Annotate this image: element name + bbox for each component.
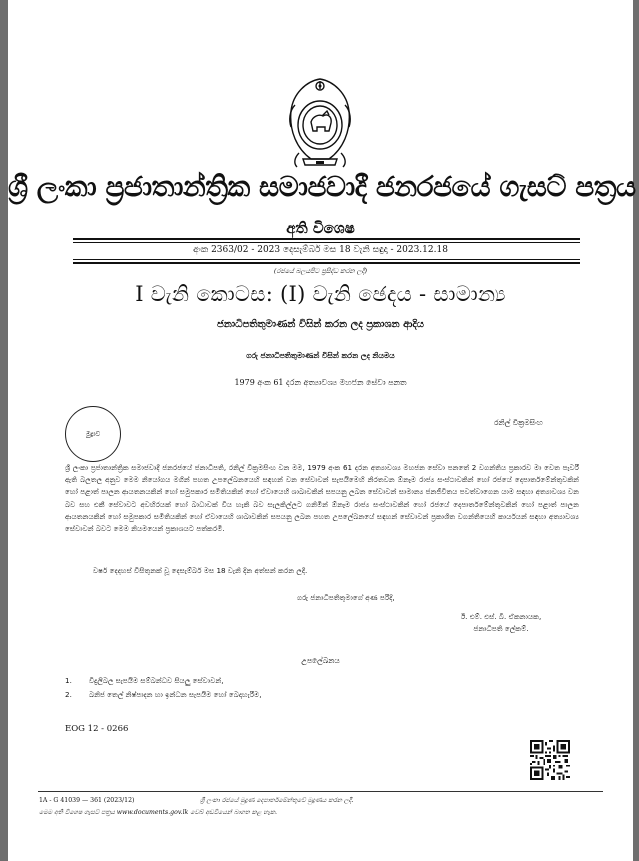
part-heading: I වැනි කොටස: (I) වැනි ඡෙදය - සාමාන්‍ය	[135, 282, 506, 306]
schedule-heading: උපලේඛනය	[301, 656, 340, 665]
order-paragraph: ශ්‍රී ලංකා ප්‍රජාතාන්ත්‍රික සමාජවාදී ජනරජයේ ජනාධිපති, රනිල් වික්‍රමසිංහ වන මම, 1979 අංක 61 දරන අත්‍යාවශ්‍ය මහජන සේවා පනතේ 2 වගන්තිය ප්‍රකාරව මා වෙත පැවරී ඇති බලතල අනුව මෙම නියෝගය මගින් පහත උපලේඛනයෙහි සඳහන් වන සේවාවන් සැපයීමෙහි නිරතවන ඕනෑම රාජ්‍ය සංස්ථාවකින් හෝ රජයේ දෙපාර්තමේන්තුවකින් හෝ පළාත් පාලන ආයතනයකින් හෝ සමුපකාර සමිතියකින් හෝ ඒවායෙහි ශාඛාවකින් සපයනු ලබන සේවාවන් සාමාන්‍ය ජනජීවිතය පවත්වාගෙන යාම සඳහා අත්‍යාවශ්‍ය වන බව සහ එකී සේවාවට අවහිරයක් හෝ බාධාවක් විය හැකි බව සැලකිල්ලට ගනිමින් ඕනෑම රාජ්‍ය සංස්ථාවකින් හෝ රජයේ දෙපාර්තමේන්තුවකින් හෝ පළාත් පාලන ආයතනයකින් හෝ සමුපකාර සමිතියකින් හෝ ඒවායෙහි ශාඛාවකින් සපයනු ලබන පහත උපලේඛනයේ සඳහන් සේවාවන් ප්‍රකාශිත වගන්තියෙහි කාර්යයන් සඳහා අත්‍යාවශ්‍ය සේවාවන් බවට මෙම නියමයෙන් ප්‍රකාශයට පත්කරමි.	[65, 463, 579, 534]
schedule-item-number: 1.	[65, 676, 72, 685]
schedule-item-text: ඛනිජ තෙල් නිෂ්පාදන හා ඉන්ධන සැපයීම හෝ බෙදාහැරීම,	[89, 690, 262, 699]
masthead-divider-thin	[73, 242, 580, 243]
seal-stamp	[65, 406, 121, 462]
reference-code: EOG 12 - 0266	[65, 724, 129, 734]
signed-date-line: වර්ෂ දෙදහස් විසිතුනක් වූ දෙසැම්බර් මස 18 වැනි දින අත්සන් කරන ලදී.	[93, 566, 308, 575]
printer-notice: ශ්‍රී ලංකා රජයේ මුද්‍රණ දෙපාර්තමේන්තුවේ මුද්‍රණය කරන ලදී.	[200, 797, 354, 804]
secretary-name: ඊ. එම්. එස්. බී. ඒකනායක,	[460, 612, 542, 621]
footer-divider	[38, 791, 603, 792]
schedule-item	[65, 690, 262, 700]
presidential-notice-heading: ජනාධිපතිතුමාණන් විසින් කරන ලද ප්‍රකාශන ආදිය	[217, 319, 424, 330]
extraordinary-label: අති විශෙෂ	[286, 219, 355, 237]
regulation-heading: ගරු ජනාධිපතිතුමාණන් විසින් කරන ලද නියමය	[246, 351, 395, 360]
secretary-signature-block	[456, 611, 546, 635]
issue-divider	[73, 259, 580, 260]
schedule-item	[65, 676, 224, 686]
act-title: 1979 අංක 61 දරන අත්‍යාවශ්‍ය මහජන සේවා පනත	[234, 378, 407, 387]
published-by-authority: (රජයේ බලයපිට ප්‍රසිද්ධ කරන ලදී)	[273, 267, 368, 275]
website-notice: මෙම අති විශෙෂ ගැසට් පත්‍රය www.documents.gov.lk වෙබ් අඩවියෙන් බාගත කළ හැක.	[39, 809, 277, 816]
by-order-line: ගරු ජනාධිපතිතුමාගේ අණ පරිදි,	[297, 593, 395, 602]
secretary-title: ජනාධිපති ලේකම්.	[473, 624, 529, 633]
president-signature-name: රනිල් වික්‍රමසිංහ	[494, 418, 543, 427]
schedule-item-text: විදුලිබල සැපයීම සම්බන්ධව සියලු සේවාවන්,	[89, 676, 224, 685]
issue-line: අංක 2363/02 - 2023 දෙසැම්බර් මස 18 වැනි සඳුදා - 2023.12.18	[193, 245, 448, 255]
masthead-divider	[73, 238, 580, 240]
schedule-item-number: 2.	[65, 690, 72, 699]
gazette-page	[8, 0, 636, 861]
gazette-title: ශ්‍රී ලංකා ප්‍රජාතාන්ත්‍රික සමාජවාදී ජනරජයේ ගැසට් පත්‍රය	[8, 170, 636, 203]
qr-code-icon	[530, 740, 570, 780]
issue-divider-thick	[73, 262, 580, 264]
seal-label: මුද්‍රාව	[85, 429, 101, 438]
national-emblem-icon	[277, 75, 363, 171]
print-code: 1A - G 41039 — 361 (2023/12)	[39, 797, 135, 804]
